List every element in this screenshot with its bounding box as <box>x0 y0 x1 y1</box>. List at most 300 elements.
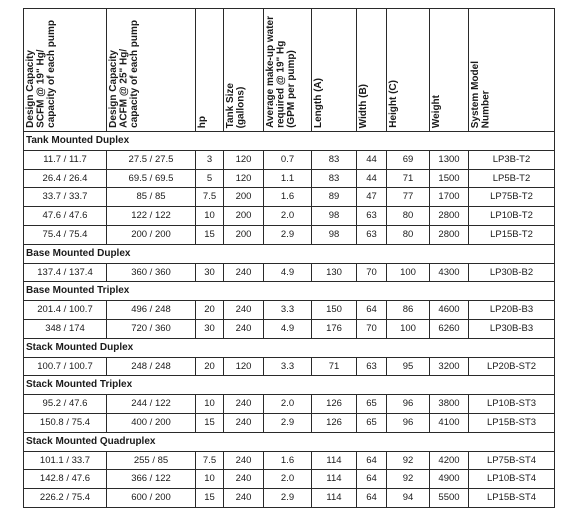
table-row <box>24 301 555 320</box>
cell-value: 71 <box>402 172 414 184</box>
cell-value: 114 <box>326 492 342 504</box>
cell-value: 69 <box>402 153 414 165</box>
cell-value: LP15B-ST4 <box>486 492 537 504</box>
table-cell <box>430 150 469 169</box>
cell-value: 240 <box>235 266 252 278</box>
table-cell <box>24 451 107 470</box>
cell-value: LP10B-ST4 <box>486 473 537 485</box>
table-cell <box>264 319 312 338</box>
table-cell <box>196 413 224 432</box>
table-cell <box>430 470 469 489</box>
table-cell <box>264 451 312 470</box>
cell-value: 126 <box>326 416 342 428</box>
table-cell <box>357 225 387 244</box>
table-cell <box>357 301 387 320</box>
table-cell <box>430 451 469 470</box>
section-cell <box>24 338 555 357</box>
cell-value: 10 <box>204 398 215 410</box>
table-cell <box>196 451 224 470</box>
table-row <box>24 470 555 489</box>
cell-value: 120 <box>235 360 252 372</box>
table-cell <box>430 301 469 320</box>
table-cell <box>469 489 555 508</box>
cell-value: LP5B-T2 <box>492 172 531 184</box>
table-cell <box>387 451 430 470</box>
cell-value: 47 <box>366 191 377 203</box>
cell-value: 15 <box>204 228 215 240</box>
cell-value: 150.8 / 75.4 <box>39 416 91 428</box>
cell-value: 176 <box>326 322 342 334</box>
table-cell <box>264 395 312 414</box>
cell-value: 2.9 <box>280 416 295 428</box>
cell-value: 11.7 / 11.7 <box>43 153 87 165</box>
cell-value: 255 / 85 <box>133 454 169 466</box>
header-model-number: System Model Number <box>469 9 555 132</box>
cell-value: 142.8 / 47.6 <box>39 473 91 485</box>
table-cell <box>430 357 469 376</box>
table-cell <box>312 413 357 432</box>
cell-value: 4100 <box>438 416 460 428</box>
table-cell <box>24 319 107 338</box>
cell-value: 44 <box>366 153 377 165</box>
cell-value: 98 <box>328 210 340 222</box>
table-cell <box>107 470 196 489</box>
table-cell <box>196 225 224 244</box>
cell-value: 496 / 248 <box>131 304 171 316</box>
table-cell <box>264 263 312 282</box>
cell-value: 6260 <box>438 322 460 334</box>
table-cell <box>224 225 264 244</box>
table-cell <box>24 301 107 320</box>
cell-value: 120 <box>235 153 252 165</box>
table-cell <box>107 489 196 508</box>
cell-value: LP10B-ST3 <box>486 398 537 410</box>
table-cell <box>107 263 196 282</box>
table-cell <box>224 451 264 470</box>
cell-value: 69.5 / 69.5 <box>128 172 174 184</box>
table-cell <box>107 319 196 338</box>
cell-value: 3 <box>206 153 213 165</box>
table-cell <box>224 357 264 376</box>
cell-value: 600 / 200 <box>131 492 171 504</box>
section-cell <box>24 432 555 451</box>
cell-value: 20 <box>204 304 215 316</box>
table-cell <box>469 169 555 188</box>
table-cell <box>196 357 224 376</box>
cell-value: 1.1 <box>280 172 295 184</box>
table-cell <box>224 319 264 338</box>
cell-value: 5 <box>206 172 213 184</box>
table-cell <box>264 357 312 376</box>
cell-value: 63 <box>366 228 377 240</box>
table-cell <box>387 225 430 244</box>
table-cell <box>264 470 312 489</box>
table-cell <box>196 301 224 320</box>
table-cell <box>107 150 196 169</box>
table-cell <box>196 207 224 226</box>
cell-value: 85 / 85 <box>136 191 166 203</box>
cell-value: 92 <box>402 454 414 466</box>
section-title: Base Mounted Duplex <box>26 247 131 259</box>
table-cell <box>224 301 264 320</box>
cell-value: 4300 <box>438 266 460 278</box>
table-cell <box>430 169 469 188</box>
cell-value: 114 <box>326 473 342 485</box>
table-cell <box>469 188 555 207</box>
table-cell <box>24 150 107 169</box>
table-cell <box>224 150 264 169</box>
table-row <box>24 207 555 226</box>
header-hp: hp <box>196 9 224 132</box>
table-cell <box>264 225 312 244</box>
table-cell <box>357 319 387 338</box>
spec-table <box>23 8 555 508</box>
table-cell <box>430 413 469 432</box>
table-cell <box>107 451 196 470</box>
table-cell <box>196 188 224 207</box>
cell-value: LP10B-T2 <box>490 210 533 222</box>
table-cell <box>357 188 387 207</box>
cell-value: 63 <box>366 210 377 222</box>
table-cell <box>430 188 469 207</box>
cell-value: 94 <box>402 492 414 504</box>
section-row <box>24 376 555 395</box>
table-cell <box>264 188 312 207</box>
table-cell <box>224 489 264 508</box>
cell-value: 80 <box>402 210 414 222</box>
table-cell <box>24 188 107 207</box>
cell-value: 200 <box>235 191 252 203</box>
table-cell <box>312 470 357 489</box>
table-body <box>24 132 555 508</box>
cell-value: 10 <box>204 473 215 485</box>
table-cell <box>357 470 387 489</box>
cell-value: LP3B-T2 <box>492 153 531 165</box>
table-cell <box>357 357 387 376</box>
cell-value: 70 <box>366 322 377 334</box>
cell-value: 1700 <box>438 191 460 203</box>
table-cell <box>24 357 107 376</box>
table-cell <box>264 301 312 320</box>
cell-value: 4.9 <box>280 266 295 278</box>
table-cell <box>387 207 430 226</box>
table-cell <box>357 169 387 188</box>
table-cell <box>469 470 555 489</box>
cell-value: 248 / 248 <box>131 360 171 372</box>
cell-value: 65 <box>366 416 377 428</box>
cell-value: 44 <box>366 172 377 184</box>
cell-value: 1300 <box>438 153 460 165</box>
table-row <box>24 319 555 338</box>
cell-value: 126 <box>326 398 342 410</box>
table-cell <box>312 489 357 508</box>
table-cell <box>469 263 555 282</box>
table-cell <box>469 395 555 414</box>
cell-value: 100 <box>400 322 416 334</box>
table-cell <box>387 357 430 376</box>
cell-value: 1.6 <box>280 454 295 466</box>
table-cell <box>312 169 357 188</box>
table-cell <box>107 357 196 376</box>
cell-value: 30 <box>204 266 215 278</box>
table-cell <box>357 150 387 169</box>
cell-value: LP15B-T2 <box>490 228 533 240</box>
cell-value: 64 <box>366 304 377 316</box>
cell-value: 80 <box>402 228 414 240</box>
table-cell <box>312 301 357 320</box>
table-cell <box>107 207 196 226</box>
table-cell <box>24 207 107 226</box>
cell-value: 95 <box>402 360 414 372</box>
table-cell <box>264 150 312 169</box>
cell-value: 77 <box>402 191 414 203</box>
cell-value: LP15B-ST3 <box>486 416 537 428</box>
header-height: Height (C) <box>387 9 430 132</box>
cell-value: LP20B-ST2 <box>486 360 537 372</box>
table-cell <box>312 225 357 244</box>
table-row <box>24 150 555 169</box>
cell-value: 64 <box>366 454 377 466</box>
table-cell <box>107 395 196 414</box>
cell-value: 98 <box>328 228 340 240</box>
cell-value: LP30B-B2 <box>489 266 534 278</box>
cell-value: 366 / 122 <box>131 473 171 485</box>
section-cell <box>24 244 555 263</box>
cell-value: 71 <box>328 360 340 372</box>
table-row <box>24 489 555 508</box>
header-width: Width (B) <box>357 9 387 132</box>
section-cell <box>24 282 555 301</box>
table-cell <box>24 225 107 244</box>
cell-value: 226.2 / 75.4 <box>39 492 91 504</box>
table-cell <box>357 413 387 432</box>
section-title: Stack Mounted Duplex <box>26 341 134 353</box>
cell-value: 114 <box>326 454 342 466</box>
cell-value: 201.4 / 100.7 <box>37 304 93 316</box>
cell-value: 100 <box>400 266 416 278</box>
cell-value: 240 <box>235 454 252 466</box>
table-row <box>24 451 555 470</box>
table-cell <box>357 263 387 282</box>
section-row <box>24 132 555 151</box>
table-cell <box>264 169 312 188</box>
cell-value: 4900 <box>438 473 460 485</box>
cell-value: 2.9 <box>280 228 295 240</box>
table-cell <box>357 207 387 226</box>
table-cell <box>430 395 469 414</box>
table-cell <box>469 451 555 470</box>
cell-value: 95.2 / 47.6 <box>42 398 88 410</box>
cell-value: LP30B-B3 <box>489 322 534 334</box>
cell-value: 3.3 <box>280 360 295 372</box>
cell-value: 33.7 / 33.7 <box>42 191 88 203</box>
cell-value: 65 <box>366 398 377 410</box>
cell-value: 26.4 / 26.4 <box>42 172 88 184</box>
cell-value: 200 / 200 <box>131 228 171 240</box>
table-cell <box>107 301 196 320</box>
table-cell <box>196 169 224 188</box>
cell-value: 3800 <box>438 398 460 410</box>
header-tank-size: Tank Size (gallons) <box>224 9 264 132</box>
header-length: Length (A) <box>312 9 357 132</box>
cell-value: 1.6 <box>280 191 295 203</box>
table-cell <box>107 413 196 432</box>
table-cell <box>357 489 387 508</box>
cell-value: 4.9 <box>280 322 295 334</box>
cell-value: 3200 <box>438 360 460 372</box>
cell-value: 137.4 / 137.4 <box>37 266 93 278</box>
table-cell <box>312 188 357 207</box>
cell-value: 150 <box>326 304 342 316</box>
cell-value: 4200 <box>438 454 460 466</box>
cell-value: 120 <box>235 172 252 184</box>
table-cell <box>469 207 555 226</box>
cell-value: 70 <box>366 266 377 278</box>
cell-value: 30 <box>204 322 215 334</box>
cell-value: 15 <box>204 492 215 504</box>
cell-value: 96 <box>402 398 414 410</box>
table-cell <box>107 169 196 188</box>
section-title: Stack Mounted Triplex <box>26 379 133 391</box>
table-cell <box>430 263 469 282</box>
section-title: Tank Mounted Duplex <box>26 135 130 146</box>
table-cell <box>387 395 430 414</box>
table-cell <box>224 169 264 188</box>
cell-value: 7.5 <box>202 191 217 203</box>
table-cell <box>387 470 430 489</box>
cell-value: 360 / 360 <box>131 266 171 278</box>
cell-value: 15 <box>204 416 215 428</box>
cell-value: 2.9 <box>280 492 295 504</box>
table-cell <box>196 489 224 508</box>
table-cell <box>387 489 430 508</box>
section-cell <box>24 376 555 395</box>
cell-value: 1500 <box>438 172 460 184</box>
table-cell <box>24 413 107 432</box>
cell-value: 2800 <box>438 210 460 222</box>
cell-value: 89 <box>328 191 340 203</box>
table-cell <box>469 225 555 244</box>
table-cell <box>430 225 469 244</box>
cell-value: 244 / 122 <box>131 398 171 410</box>
cell-value: 64 <box>366 492 377 504</box>
table-cell <box>430 489 469 508</box>
cell-value: 86 <box>402 304 414 316</box>
cell-value: 2.0 <box>280 210 295 222</box>
cell-value: 200 <box>235 228 252 240</box>
table-cell <box>312 395 357 414</box>
cell-value: 240 <box>235 473 252 485</box>
table-cell <box>469 301 555 320</box>
cell-value: 240 <box>235 398 252 410</box>
table-cell <box>264 413 312 432</box>
section-title: Stack Mounted Quadruplex <box>26 435 156 447</box>
cell-value: 0.7 <box>280 153 295 165</box>
table-cell <box>224 470 264 489</box>
section-cell <box>24 132 555 151</box>
table-cell <box>224 188 264 207</box>
table-row <box>24 225 555 244</box>
section-title: Base Mounted Triplex <box>26 285 130 297</box>
cell-value: 5500 <box>438 492 460 504</box>
table-row <box>24 395 555 414</box>
cell-value: 130 <box>326 266 342 278</box>
cell-value: LP75B-T2 <box>490 191 533 203</box>
cell-value: 3.3 <box>280 304 295 316</box>
table-cell <box>107 188 196 207</box>
cell-value: 10 <box>204 210 215 222</box>
cell-value: 101.1 / 33.7 <box>39 454 91 466</box>
table-cell <box>24 169 107 188</box>
table-cell <box>24 395 107 414</box>
section-row <box>24 338 555 357</box>
table-cell <box>196 150 224 169</box>
cell-value: 63 <box>366 360 377 372</box>
cell-value: 240 <box>235 304 252 316</box>
table-cell <box>24 470 107 489</box>
cell-value: LP20B-B3 <box>489 304 534 316</box>
table-row <box>24 263 555 282</box>
cell-value: 96 <box>402 416 414 428</box>
cell-value: 92 <box>402 473 414 485</box>
header-weight: Weight <box>430 9 469 132</box>
table-cell <box>224 207 264 226</box>
table-cell <box>312 150 357 169</box>
cell-value: 200 <box>235 210 252 222</box>
table-cell <box>312 451 357 470</box>
cell-value: 4600 <box>438 304 460 316</box>
table-cell <box>469 319 555 338</box>
cell-value: 240 <box>235 416 252 428</box>
cell-value: 240 <box>235 492 252 504</box>
table-cell <box>196 319 224 338</box>
table-row <box>24 413 555 432</box>
cell-value: 2.0 <box>280 473 295 485</box>
header-scfm: Design Capacity SCFM @ 19" Hg/ capacity of each pump <box>24 9 107 132</box>
table-cell <box>357 451 387 470</box>
cell-value: 7.5 <box>202 454 217 466</box>
cell-value: 400 / 200 <box>131 416 171 428</box>
cell-value: 122 / 122 <box>131 210 171 222</box>
cell-value: 64 <box>366 473 377 485</box>
table-row <box>24 169 555 188</box>
table-cell <box>469 357 555 376</box>
cell-value: 240 <box>235 322 252 334</box>
header-makeup-water: Average make-up water required @ 19" Hg (GPM per pump) <box>264 9 312 132</box>
table-cell <box>264 489 312 508</box>
table-cell <box>196 470 224 489</box>
cell-value: 47.6 / 47.6 <box>42 210 88 222</box>
section-row <box>24 244 555 263</box>
table-cell <box>312 263 357 282</box>
table-cell <box>387 319 430 338</box>
header-row <box>24 9 555 132</box>
cell-value: 2.0 <box>280 398 295 410</box>
table-cell <box>312 207 357 226</box>
table-cell <box>24 489 107 508</box>
cell-value: 83 <box>328 172 340 184</box>
table-cell <box>387 150 430 169</box>
table-cell <box>430 207 469 226</box>
table-cell <box>387 263 430 282</box>
cell-value: 348 / 174 <box>45 322 85 334</box>
table-cell <box>387 301 430 320</box>
cell-value: 27.5 / 27.5 <box>128 153 174 165</box>
table-cell <box>264 207 312 226</box>
cell-value: 83 <box>328 153 340 165</box>
section-row <box>24 282 555 301</box>
table-cell <box>387 413 430 432</box>
